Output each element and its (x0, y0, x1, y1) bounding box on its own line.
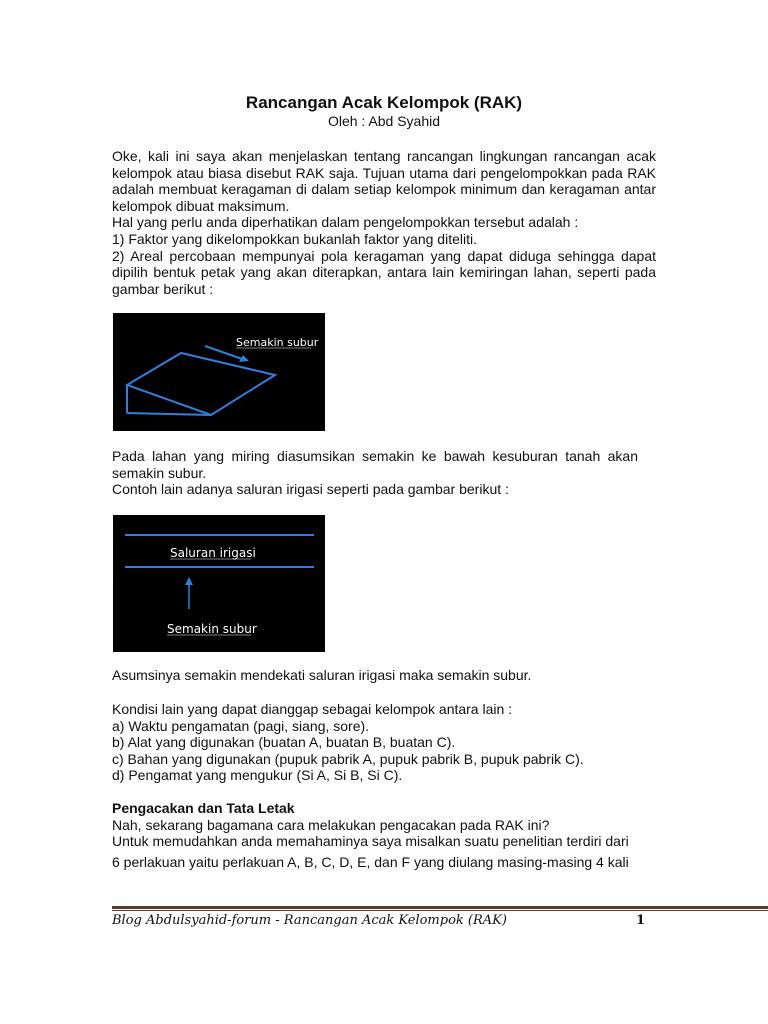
after-figure1-paragraph (112, 448, 638, 498)
page-number: 1 (636, 913, 646, 928)
document-title: Rancangan Acak Kelompok (RAK) (245, 93, 523, 112)
irrigation-figure (113, 515, 325, 652)
footer-rule-thin (112, 910, 768, 911)
section-heading: Pengacakan dan Tata Letak (112, 800, 295, 816)
intro-text-2: Hal yang perlu anda diperhatikan dalam pengelompokkan tersebut adalah : (112, 214, 579, 231)
irrigation-intro: Contoh lain adanya saluran irigasi seperti pada gambar berikut : (112, 481, 509, 498)
slope-figure (113, 313, 325, 431)
section-line-1: Nah, sekarang bagamana cara melakukan pengacakan pada RAK ini? (112, 816, 550, 833)
condition-a: a) Waktu pengamatan (pagi, siang, sore). (112, 717, 370, 734)
conditions-intro: Kondisi lain yang dapat dianggap sebagai kelompok antara lain : (112, 701, 513, 717)
document-author: Oleh : Abd Syahid (327, 113, 441, 129)
section-line-2: Untuk memudahkan anda memahaminya saya misalkan suatu penelitian terdiri dari (112, 833, 629, 850)
assumption-text: Asumsinya semakin mendekati saluran irigasi maka semakin subur. (112, 667, 532, 683)
intro-paragraph (112, 148, 656, 297)
footer-rule-thick (112, 906, 768, 909)
conditions-list (112, 701, 656, 784)
irrigation-label: Saluran irigasi (170, 546, 256, 560)
slope-explanation: Pada lahan yang miring diasumsikan semakin ke bawah kesuburan tanah akan semakin subur. (112, 448, 638, 481)
condition-c: c) Bahan yang digunakan (pupuk pabrik A, pupuk pabrik B, pupuk pabrik C). (112, 750, 584, 767)
intro-text-4: 2) Areal percobaan mempunyai pola keragaman yang dapat diduga sehingga dapat dipilih bentuk petak yang akan diterapkan, antara lain kemiringan lahan, seperti pada gambar berikut : (112, 247, 656, 297)
section-line-3: 6 perlakuan yaitu perlakuan A, B, C, D, E, dan F yang diulang masing-masing 4 kali (112, 853, 629, 870)
condition-b: b) Alat yang digunakan (buatan A, buatan B, buatan C). (112, 734, 456, 751)
intro-text-3: 1) Faktor yang dikelompokkan bukanlah faktor yang diteliti. (112, 230, 477, 247)
section-block (112, 800, 656, 870)
footer-text: Blog Abdulsyahid-forum - Rancangan Acak Kelompok (RAK) (112, 913, 507, 928)
intro-text-1: Oke, kali ini saya akan menjelaskan tentang rancangan lingkungan rancangan acak kelompok atau biasa disebut RAK saja. Tujuan utama dari pengelompokkan pada RAK adalah membuat keragaman di dalam setiap kelompok minimum dan keragaman antar kelompok dibuat maksimum. (112, 148, 656, 214)
condition-d: d) Pengamat yang mengukur (Si A, Si B, Si C). (112, 767, 403, 784)
slope-label: Semakin subur (236, 336, 319, 349)
fertility-label: Semakin subur (167, 622, 257, 636)
assumption-line (112, 667, 656, 684)
